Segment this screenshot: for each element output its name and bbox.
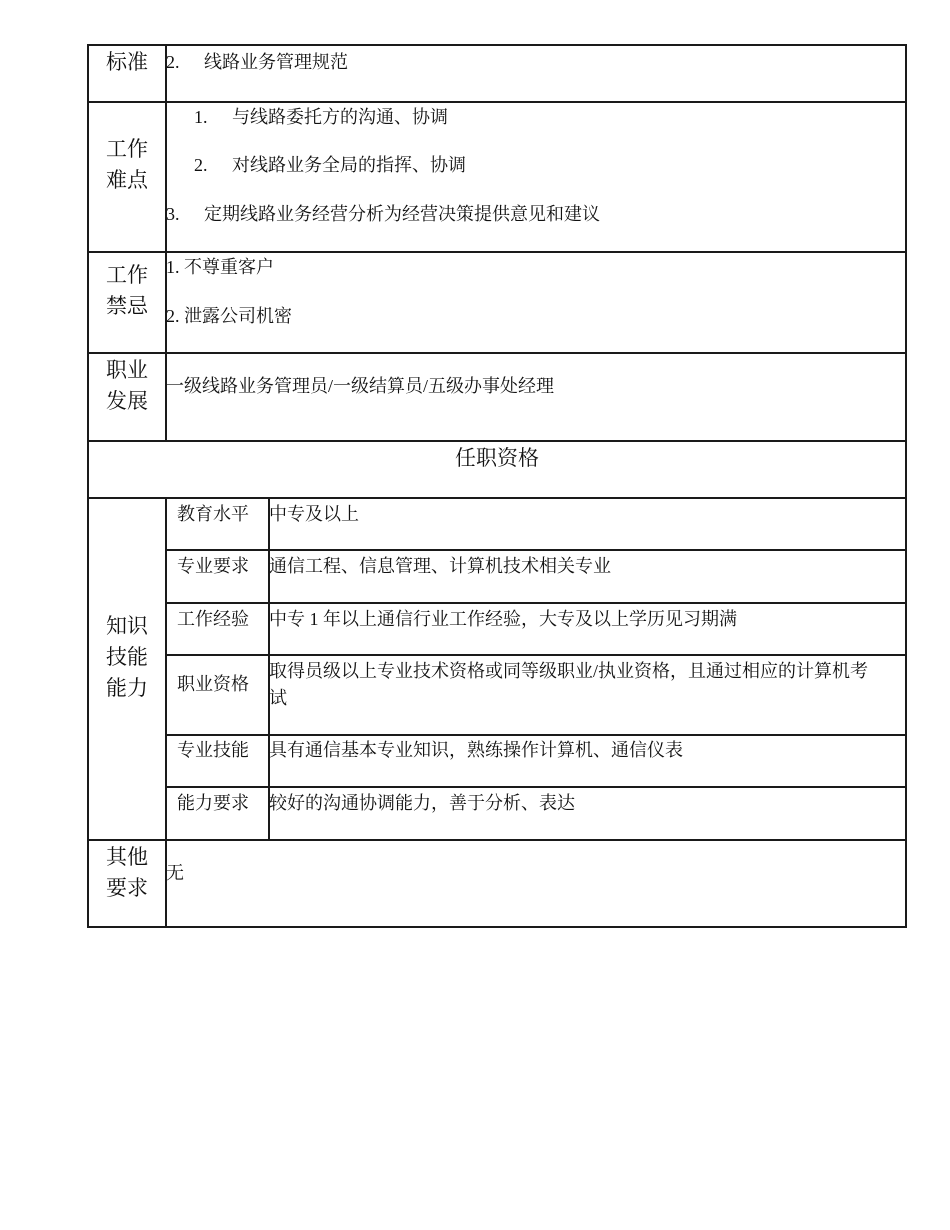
standard-label: 标准 [106,50,148,74]
certification-value-line2: 试 [269,688,287,708]
taboo-item-1: 1. 不尊重客户 [166,257,274,277]
other-label: 其他 要求 [106,845,148,900]
standard-item-text: 线路业务管理规范 [204,52,348,72]
difficulty-item-1-number: 1. [194,107,208,127]
experience-value: 中专 1 年以上通信行业工作经验，大专及以上学历见习期满 [269,609,737,629]
experience-label: 工作经验 [177,609,249,629]
difficulty-item-2-number: 2. [194,155,208,175]
certification-value-line1: 取得员级以上专业技术资格或同等级职业/执业资格，且通过相应的计算机考 [269,661,868,681]
major-label: 专业要求 [177,556,249,576]
sub-row-line-1 [165,549,907,551]
difficulty-item-3-number: 3. [166,204,180,224]
difficulty-item-2-text: 对线路业务全局的指挥、协调 [232,155,466,175]
taboo-item-2: 2. 泄露公司机密 [166,306,292,326]
skills-group-label: 知识 技能 能力 [106,614,148,700]
skills-value: 具有通信基本专业知识，熟练操作计算机、通信仪表 [269,740,683,760]
ability-value: 较好的沟通协调能力，善于分析、表达 [269,793,575,813]
certification-label: 职业资格 [177,674,249,694]
ability-label: 能力要求 [177,793,249,813]
skills-label: 专业技能 [177,740,249,760]
row-line-2 [87,251,907,253]
row-line-6 [87,839,907,841]
career-label: 职业 发展 [106,358,148,413]
row-line-4 [87,440,907,442]
sub-row-line-4 [165,734,907,736]
sub-row-line-2 [165,602,907,604]
sub-row-line-5 [165,786,907,788]
other-text: 无 [166,863,184,883]
difficulties-label: 工作 难点 [106,137,148,192]
row-line-3 [87,352,907,354]
taboos-label: 工作 禁忌 [106,263,148,318]
education-value: 中专及以上 [269,504,359,524]
border-right [905,44,907,928]
row-line-top [87,44,907,46]
qualifications-title: 任职资格 [455,446,539,470]
row-line-bottom [87,926,907,928]
career-text: 一级线路业务管理员/一级结算员/五级办事处经理 [166,376,554,396]
difficulty-item-3-text: 定期线路业务经营分析为经营决策提供意见和建议 [204,204,600,224]
education-label: 教育水平 [177,504,249,524]
standard-item-number: 2. [166,52,180,72]
major-value: 通信工程、信息管理、计算机技术相关专业 [269,556,611,576]
difficulty-item-1-text: 与线路委托方的沟通、协调 [232,107,448,127]
sub-row-line-3 [165,654,907,656]
row-line-5 [87,497,907,499]
row-line-1 [87,101,907,103]
